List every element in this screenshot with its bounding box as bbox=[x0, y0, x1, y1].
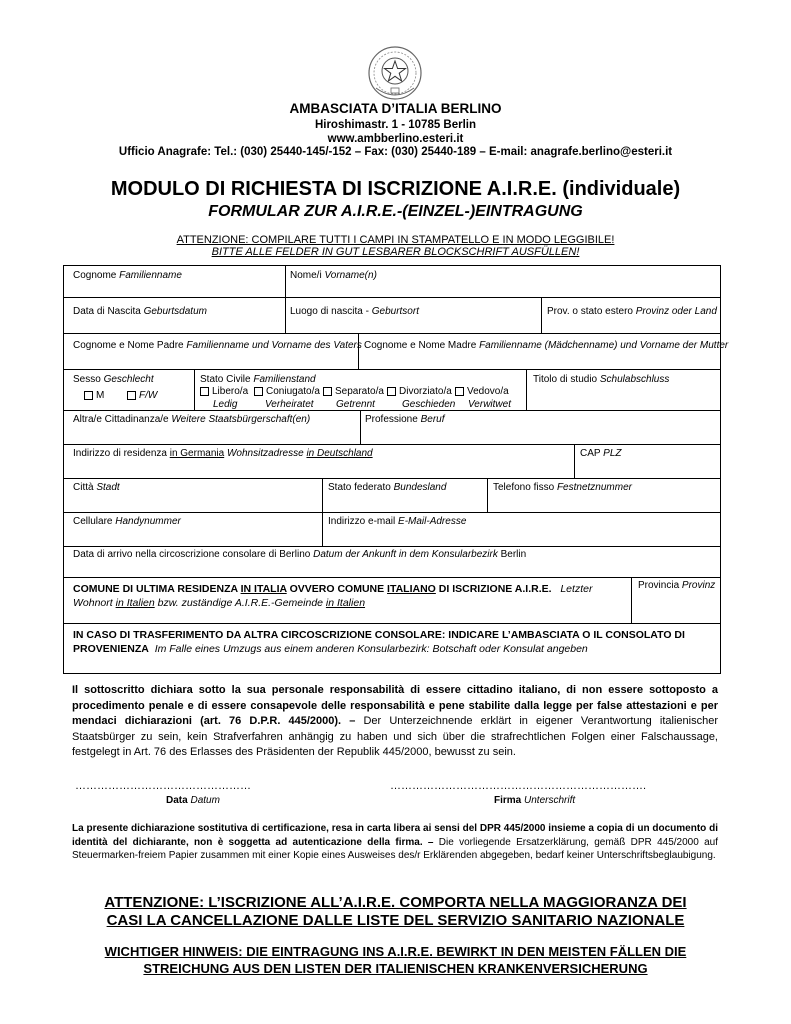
professione-label: Professione Beruf bbox=[365, 414, 445, 425]
embassy-address: Hiroshimastr. 1 - 10785 Berlin bbox=[314, 119, 477, 131]
cap-label: CAP PLZ bbox=[580, 448, 622, 459]
signature-line: ……………………………………………………………. bbox=[390, 780, 647, 792]
indirizzo-label: Indirizzo di residenza in Germania Wohnsitzadresse in Deutschland bbox=[73, 448, 373, 459]
prov-nascita-label: Prov. o stato estero Provinz oder Land bbox=[547, 306, 717, 317]
attention-notice: ATTENZIONE: COMPILARE TUTTI I CAMPI IN STAMPATELLO E IN MODO LEGGIBILE! bbox=[176, 234, 615, 246]
data-nascita-label: Data di Nascita Geburtsdatum bbox=[73, 306, 207, 317]
stato-civile-label: Stato Civile Familienstand bbox=[200, 374, 316, 385]
padre-label: Cognome e Nome Padre Familienname und Vorname des Vaters bbox=[73, 340, 362, 351]
cellulare-label: Cellulare Handynummer bbox=[73, 516, 181, 527]
comune-label: COMUNE DI ULTIMA RESIDENZA IN ITALIA OVVERO COMUNE ITALIANO DI ISCRIZIONE A.I.R.E. Letzter Wohnort in Italien bzw. zuständige A.I.R.E.-Gemeinde in Italien bbox=[73, 583, 593, 609]
stato-libero-checkbox[interactable]: Libero/a bbox=[200, 386, 248, 398]
trasferimento-label: IN CASO DI TRASFERIMENTO DA ALTRA CIRCOSCRIZIONE CONSOLARE: INDICARE L’AMBASCIATA O IL CONSOLATO DI bbox=[73, 629, 685, 641]
stato-coniugato-de: Verheiratet bbox=[265, 399, 314, 410]
signature-label: Firma Unterschrift bbox=[494, 795, 576, 806]
embassy-name: AMBASCIATA D’ITALIA BERLINO bbox=[289, 101, 502, 116]
email-label: Indirizzo e-mail E-Mail-Adresse bbox=[328, 516, 467, 527]
stato-divorziato-checkbox[interactable]: Divorziato/a bbox=[387, 386, 452, 398]
trasferimento-label-2: PROVENIENZA Im Falle eines Umzugs aus einem anderen Konsularbezirk: Botschaft oder Konsulat angeben bbox=[73, 643, 588, 655]
citta-label: Città Stadt bbox=[73, 482, 120, 493]
declaration-text: Il sottoscritto dichiara sotto la sua personale responsabilità di essere cittadino italiano, di non essere sottoposto a procedimento penale e di essere consapevole delle responsabilità e pene stabilite dalla legge per false attestazioni e per mendaci dichiarazioni (art. 76 D.P.R. 445/2000). – Der Unterzeichnende erklärt in eigener Verantwortung italienischer Staatsbürger zu sein, kein Strafverfahren anhängig zu haben und sich über die strafrechtlichen Folgen einer Falschaussage, festgelegt in Art. 76 des Erlasses des Präsidenten der Republik 445/2000, bewusst zu sein. bbox=[72, 684, 718, 758]
stato-vedovo-de: Verwitwet bbox=[468, 399, 511, 410]
data-arrivo-label: Data di arrivo nella circoscrizione consolare di Berlino Datum der Ankunft in dem Konsularbezirk Berlin bbox=[73, 549, 527, 560]
stato-divorziato-de: Geschieden bbox=[402, 399, 456, 410]
sesso-label: Sesso Geschlecht bbox=[73, 374, 154, 385]
warning-german-line2: STREICHUNG AUS DEN LISTEN DER ITALIENISCHEN KRANKENVERSICHERUNG bbox=[143, 961, 648, 976]
stato-separato-de: Getrennt bbox=[336, 399, 375, 410]
office-contacts: Ufficio Anagrafe: Tel.: (030) 25440-145/-152 – Fax: (030) 25440-189 – E-mail: anagrafe.berlino@esteri.it bbox=[118, 146, 673, 158]
luogo-nascita-label: Luogo di nascita - Geburtsort bbox=[290, 306, 419, 317]
sesso-m-checkbox[interactable]: M bbox=[84, 390, 104, 402]
embassy-website: www.ambberlino.esteri.it bbox=[327, 133, 464, 145]
attention-notice-german: BITTE ALLE FELDER IN GUT LESBARER BLOCKSCHRIFT AUSFÜLLEN! bbox=[211, 246, 580, 258]
telefono-label: Telefono fisso Festnetznummer bbox=[493, 482, 632, 493]
form-title: MODULO DI RICHIESTA DI ISCRIZIONE A.I.R.E. (individuale) bbox=[110, 178, 681, 200]
warning-italian-line1: ATTENZIONE: L’ISCRIZIONE ALL’A.I.R.E. COMPORTA NELLA MAGGIORANZA DEI bbox=[104, 894, 687, 911]
madre-label: Cognome e Nome Madre Familienname (Mädchenname) und Vorname der Mutter bbox=[364, 340, 729, 351]
cognome-label: Cognome Familienname bbox=[73, 270, 182, 281]
stato-libero-de: Ledig bbox=[213, 399, 238, 410]
sesso-f-checkbox[interactable]: F/W bbox=[127, 390, 157, 402]
date-label: Data Datum bbox=[166, 795, 220, 806]
form-grid bbox=[63, 265, 721, 674]
stato-vedovo-checkbox[interactable]: Vedovo/a bbox=[455, 386, 509, 398]
provincia-label: Provincia Provinz bbox=[638, 580, 716, 591]
cittadinanza-label: Altra/e Cittadinanza/e Weitere Staatsbürgerschaft(en) bbox=[73, 414, 311, 425]
titolo-studio-label: Titolo di studio Schulabschluss bbox=[533, 374, 670, 385]
certification-note: La presente dichiarazione sostitutiva di certificazione, resa in carta libera ai sensi del DPR 445/2000 insieme a copia di un documento di identità del dichiarante, non è soggetta ad autenticazione della firma. – Die vorliegende Ersatzerklärung, gemäß DPR 445/2000 auf Steuermarken-freiem Papier zusammen mit einer Kopie eines Ausweises des/r Erklärenden abgegeben, bedarf keiner Unterschriftsbeglaubigung. bbox=[72, 823, 719, 861]
stato-separato-checkbox[interactable]: Separato/a bbox=[323, 386, 384, 398]
stato-federato-label: Stato federato Bundesland bbox=[328, 482, 447, 493]
republic-emblem-icon bbox=[366, 44, 424, 102]
date-line: ………………………………………… bbox=[75, 780, 251, 792]
warning-italian-line2: CASI LA CANCELLAZIONE DALLE LISTE DEL SERVIZIO SANITARIO NAZIONALE bbox=[106, 912, 685, 929]
form-title-german: FORMULAR ZUR A.I.R.E.-(EINZEL-)EINTRAGUNG bbox=[208, 203, 583, 220]
warning-german-line1: WICHTIGER HINWEIS: DIE EINTRAGUNG INS A.I.R.E. BEWIRKT IN DEN MEISTEN FÄLLEN DIE bbox=[104, 944, 687, 959]
nome-label: Nome/i Vorname(n) bbox=[290, 270, 377, 281]
stato-coniugato-checkbox[interactable]: Coniugato/a bbox=[254, 386, 320, 398]
